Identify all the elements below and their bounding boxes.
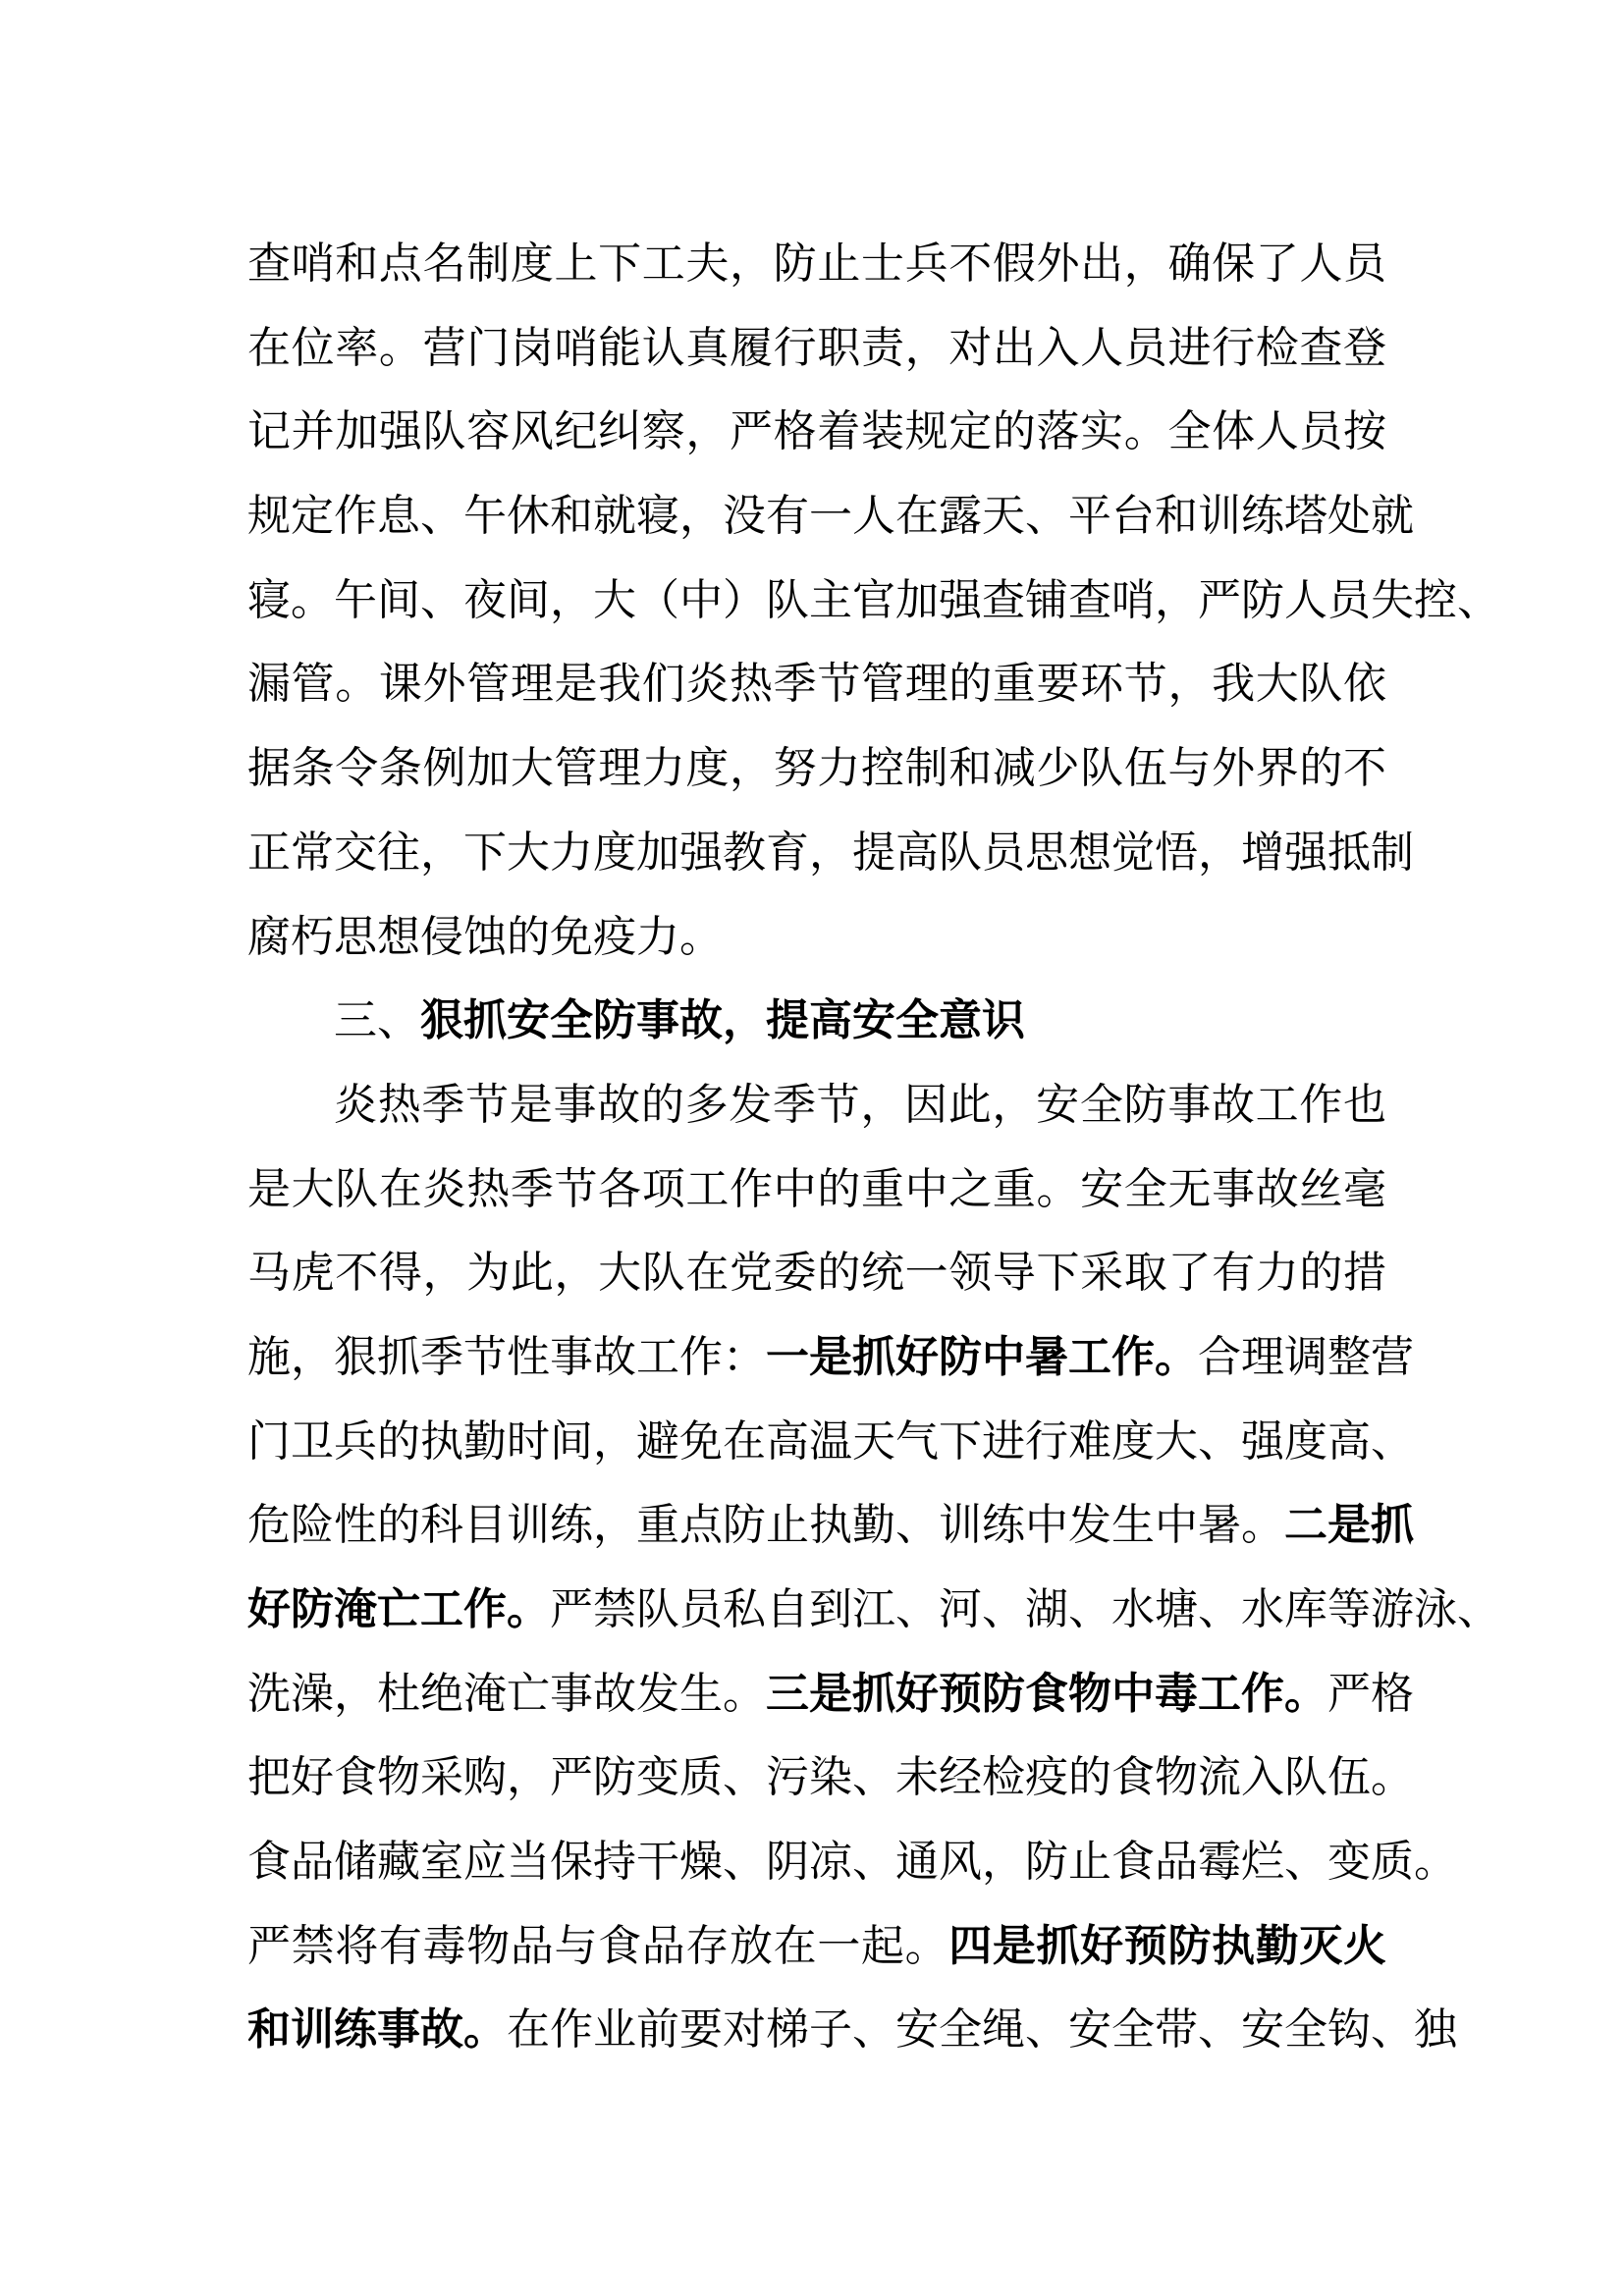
text-line: [247, 559, 1500, 643]
text-line: [247, 811, 1414, 895]
text-line: [247, 895, 1386, 980]
bold-text: 和训练事故。: [247, 2004, 507, 2056]
text-line: [247, 1063, 1386, 1148]
text-line: [247, 726, 1386, 811]
text-run: 食品储藏室应当保持干燥、阴凉、通风，防止食品霉烂、变质。: [247, 1837, 1457, 1888]
text-run: 三、: [334, 995, 420, 1046]
text-run: 危险性的科目训练，重点防止执勤、训练中发生中暑。: [247, 1500, 1284, 1551]
text-line: [247, 1483, 1414, 1568]
text-run: 腐朽思想侵蚀的免疫力。: [247, 911, 723, 962]
bold-text: 好防淹亡工作。: [247, 1584, 550, 1634]
bold-text: 二是抓: [1284, 1500, 1414, 1551]
bold-text: 三是抓好预防食物中毒工作。: [766, 1668, 1327, 1719]
text-line: [247, 1820, 1457, 1904]
bold-text: 一是抓好防中暑工作。: [766, 1331, 1198, 1382]
text-run: 在作业前要对梯子、安全绳、安全带、安全钩、独: [507, 2004, 1457, 2056]
text-run: 正常交往，下大力度加强教育，提高队员思想觉悟，增强抵制: [247, 827, 1414, 878]
text-run: 马虎不得，为此，大队在党委的统一领导下采取了有力的措: [247, 1248, 1386, 1299]
text-line: [247, 1988, 1457, 2072]
bold-text: 四是抓好预防执勤灭火: [948, 1920, 1387, 1971]
text-run: 记并加强队容风纪纠察，严格着装规定的落实。全体人员按: [247, 406, 1386, 457]
text-line: [247, 474, 1414, 559]
text-line: [247, 1148, 1386, 1232]
text-run: 严禁将有毒物品与食品存放在一起。: [247, 1920, 949, 1971]
text-run: 查哨和点名制度上下工夫，防止士兵不假外出，确保了人员: [247, 239, 1386, 289]
text-line: [247, 1400, 1414, 1484]
text-line: [247, 1904, 1386, 1989]
text-line: [247, 222, 1386, 306]
text-run: 洗澡，杜绝淹亡事故发生。: [247, 1668, 766, 1719]
text-run: 寝。午间、夜间，大（中）队主官加强查铺查哨，严防人员失控、: [247, 574, 1500, 625]
text-run: 门卫兵的执勤时间，避免在高温天气下进行难度大、强度高、: [247, 1415, 1414, 1467]
text-run: 严禁队员私自到江、河、湖、水塘、水库等游泳、: [550, 1584, 1500, 1634]
text-line: [247, 1315, 1414, 1400]
text-run: 是大队在炎热季节各项工作中的重中之重。安全无事故丝毫: [247, 1163, 1386, 1214]
bold-text: 狠抓安全防事故，提高安全意识: [420, 995, 1025, 1046]
text-run: 炎热季节是事故的多发季节，因此，安全防事故工作也: [334, 1079, 1386, 1130]
text-line: [247, 1568, 1500, 1652]
text-run: 把好食物采购，严防变质、污染、未经检疫的食物流入队伍。: [247, 1752, 1414, 1803]
text-run: 规定作息、午休和就寝，没有一人在露天、平台和训练塔处就: [247, 491, 1414, 542]
text-run: 施，狠抓季节性事故工作：: [247, 1331, 766, 1382]
section-heading: [247, 979, 1386, 1063]
text-run: 合理调整营: [1198, 1331, 1414, 1382]
text-run: 严格: [1327, 1668, 1414, 1719]
text-line: [247, 390, 1386, 474]
text-line: [247, 1231, 1386, 1315]
text-run: 漏管。课外管理是我们炎热季节管理的重要环节，我大队依: [247, 659, 1386, 710]
document-body: [247, 222, 1500, 2072]
text-run: 据条令条例加大管理力度，努力控制和减少队伍与外界的不: [247, 743, 1386, 794]
text-line: [247, 306, 1386, 391]
text-line: [247, 1652, 1414, 1736]
text-run: 在位率。营门岗哨能认真履行职责，对出入人员进行检查登: [247, 322, 1386, 373]
text-line: [247, 642, 1386, 726]
text-line: [247, 1735, 1414, 1820]
